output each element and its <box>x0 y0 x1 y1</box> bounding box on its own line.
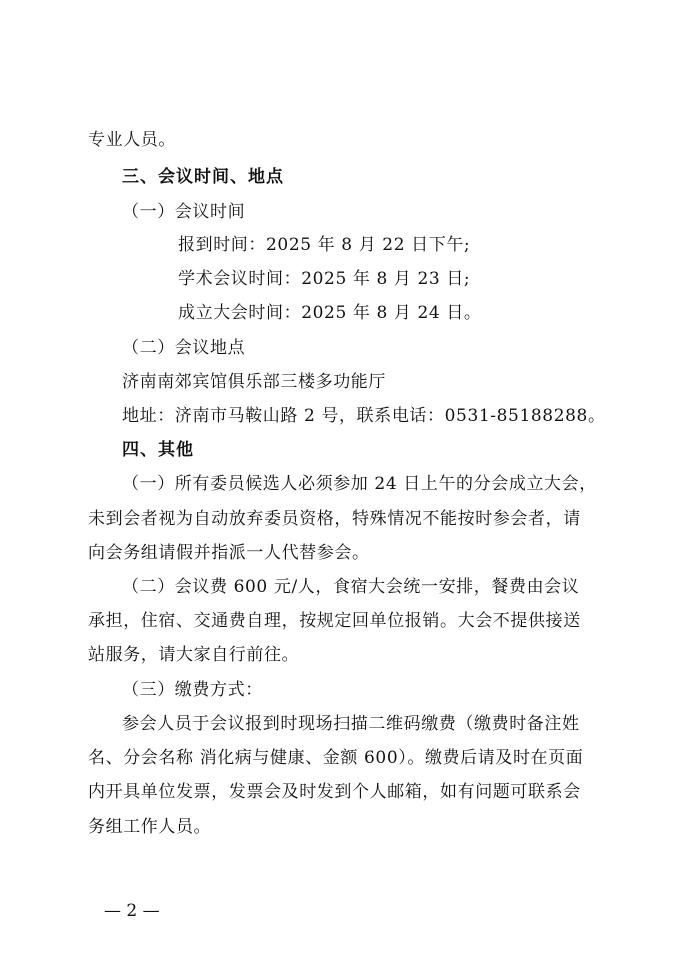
body-text-line: 内开具单位发票，发票会及时发到个人邮箱，如有问题可联系会 <box>88 782 581 802</box>
body-text-line: 专业人员。 <box>88 130 176 150</box>
body-text-line: 务组工作人员。 <box>88 817 212 837</box>
body-text-line: 站服务，请大家自行前往。 <box>88 645 300 665</box>
page-number: — 2 — <box>104 901 160 921</box>
subheading-meeting-time: （一）会议时间 <box>122 202 246 222</box>
body-text-line: 承担，住宿、交通费自理，按规定回单位报销。大会不提供接送 <box>88 611 581 631</box>
body-text-line: 未到会者视为自动放弃委员资格，特殊情况不能按时参会者，请 <box>88 509 581 529</box>
body-text-line: （二）会议费 600 元/人，食宿大会统一安排，餐费由会议 <box>122 577 580 597</box>
venue-address: 地址：济南市马鞍山路 2 号，联系电话：0531-85188288。 <box>122 406 606 426</box>
venue-name: 济南南郊宾馆俱乐部三楼多功能厅 <box>122 372 386 392</box>
subheading-meeting-place: （二）会议地点 <box>122 338 246 358</box>
body-text-line: 向会务组请假并指派一人代替参会。 <box>88 543 370 563</box>
body-text-line: （一）所有委员候选人必须参加 24 日上午的分会成立大会， <box>122 474 597 494</box>
founding-meeting-time: 成立大会时间：2025 年 8 月 24 日。 <box>178 303 482 323</box>
academic-meeting-time: 学术会议时间：2025 年 8 月 23 日; <box>178 269 471 289</box>
section-heading-other: 四、其他 <box>122 440 194 460</box>
subheading-payment-method: （三）缴费方式： <box>122 680 263 700</box>
section-heading-time-place: 三、会议时间、地点 <box>122 167 284 187</box>
body-text-line: 名、分会名称 消化病与健康、金额 600）。缴费后请及时在页面 <box>88 748 584 768</box>
registration-time: 报到时间：2025 年 8 月 22 日下午; <box>178 235 471 255</box>
body-text-line: 参会人员于会议报到时现场扫描二维码缴费（缴费时备注姓 <box>122 714 580 734</box>
